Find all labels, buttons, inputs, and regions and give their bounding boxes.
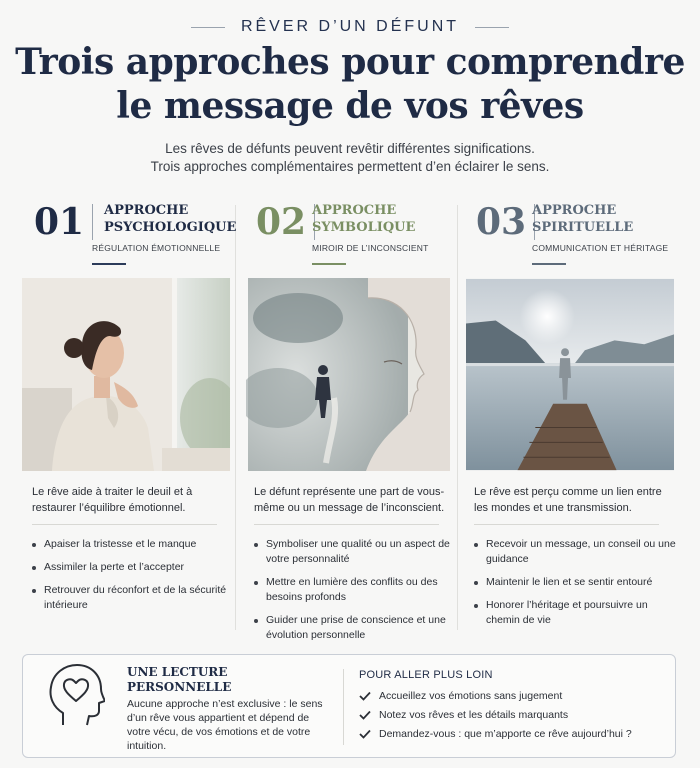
plus-item-text: Demandez-vous : que m’apporte ce rêve aujourd’hui ? (379, 728, 632, 740)
kicker (0, 18, 700, 36)
description-divider (32, 524, 217, 525)
plus-item-text: Notez vos rêves et les détails marquants (379, 709, 569, 721)
approach-description: Le rêve est perçu comme un lien entre les mondes et une transmission. (474, 486, 662, 514)
approach-bullets (32, 537, 237, 621)
approach-subtitle: RÉGULATION ÉMOTIONNELLE (92, 243, 221, 253)
title-line-1: Trois approches pour comprendre (15, 41, 685, 83)
approach-underline (532, 263, 566, 265)
list-item: Apaiser la tristesse et le manque (32, 537, 237, 552)
page-title (0, 40, 700, 128)
lecture-title-line-1: UNE LECTURE (127, 665, 228, 679)
description-divider (474, 524, 659, 525)
face-clouds-image (246, 278, 450, 471)
approach-title-line-2: SYMBOLIQUE (312, 220, 416, 235)
description-divider (254, 524, 439, 525)
approach-subtitle: MIROIR DE L’INCONSCIENT (312, 243, 429, 253)
list-item: Retrouver du réconfort et de la sécurité intérieure (32, 583, 237, 613)
approach-title-line-2: PSYCHOLOGIQUE (104, 220, 237, 235)
kicker-text: RÊVER D’UN DÉFUNT (240, 18, 460, 35)
plus-title: POUR ALLER PLUS LOIN (359, 669, 493, 681)
list-item (359, 689, 659, 703)
approach-description: Le rêve aide à traiter le deuil et à restaurer l’équilibre émotionnel. (32, 486, 193, 514)
lake-pier-image (466, 278, 676, 471)
approach-underline (92, 263, 126, 265)
approach-description: Le défunt représente une part de vous-même ou un message de l’inconscient. (254, 486, 445, 514)
list-item: Maintenir le lien et se sentir entouré (474, 575, 679, 590)
list-item: Recevoir un message, un conseil ou une guidance (474, 537, 679, 567)
approach-bullets (254, 537, 459, 651)
list-item (359, 708, 659, 722)
approach-title-line-2: SPIRITUELLE (532, 220, 634, 235)
approach-bullets (474, 537, 679, 636)
approach-number: 01 (34, 201, 85, 243)
bottom-panel (22, 654, 676, 758)
number-divider (92, 204, 93, 240)
approach-number: 02 (256, 201, 307, 243)
kicker-rule-right (475, 27, 509, 28)
plus-list (359, 689, 659, 746)
approach-number: 03 (476, 201, 527, 243)
woman-window-image (22, 278, 230, 471)
check-icon (359, 710, 371, 720)
approach-subtitle: COMMUNICATION ET HÉRITAGE (532, 243, 669, 253)
head-heart-icon (45, 663, 105, 729)
lecture-text: Aucune approche n’est exclusive : le sens d’un rêve vous appartient et dépend de votre vécu, de vos émotions et de votre intuition. (127, 698, 323, 752)
approach-underline (312, 263, 346, 265)
approach-title-line-1: APPROCHE (532, 203, 617, 218)
plus-item-text: Accueillez vos émotions sans jugement (379, 690, 563, 702)
approach-title (312, 202, 452, 236)
list-item: Guider une prise de conscience et une évolution personnelle (254, 613, 459, 643)
subtitle-line-2: Trois approches complémentaires permettent d’en éclairer le sens. (150, 159, 550, 174)
approach-title-line-1: APPROCHE (104, 203, 189, 218)
face-clouds-illustration (246, 278, 450, 471)
subtitle-line-1: Les rêves de défunts peuvent revêtir différentes significations. (165, 141, 535, 156)
list-item (359, 727, 659, 741)
panel-divider (343, 669, 344, 745)
woman-window-illustration (22, 278, 230, 471)
lake-pier-illustration (466, 278, 674, 471)
list-item: Mettre en lumière des conflits ou des besoins profonds (254, 575, 459, 605)
lecture-title (127, 665, 267, 695)
check-icon (359, 729, 371, 739)
title-line-2: le message de vos rêves (116, 85, 584, 127)
list-item: Assimiler la perte et l’accepter (32, 560, 237, 575)
list-item: Honorer l’héritage et poursuivre un chemin de vie (474, 598, 679, 628)
lecture-title-line-2: PERSONNELLE (127, 680, 232, 694)
approach-title (104, 202, 244, 236)
approach-title-line-1: APPROCHE (312, 203, 397, 218)
approach-title (532, 202, 672, 236)
kicker-rule-left (191, 27, 225, 28)
check-icon (359, 691, 371, 701)
list-item: Symboliser une qualité ou un aspect de votre personnalité (254, 537, 459, 567)
page-subtitle (0, 140, 700, 176)
